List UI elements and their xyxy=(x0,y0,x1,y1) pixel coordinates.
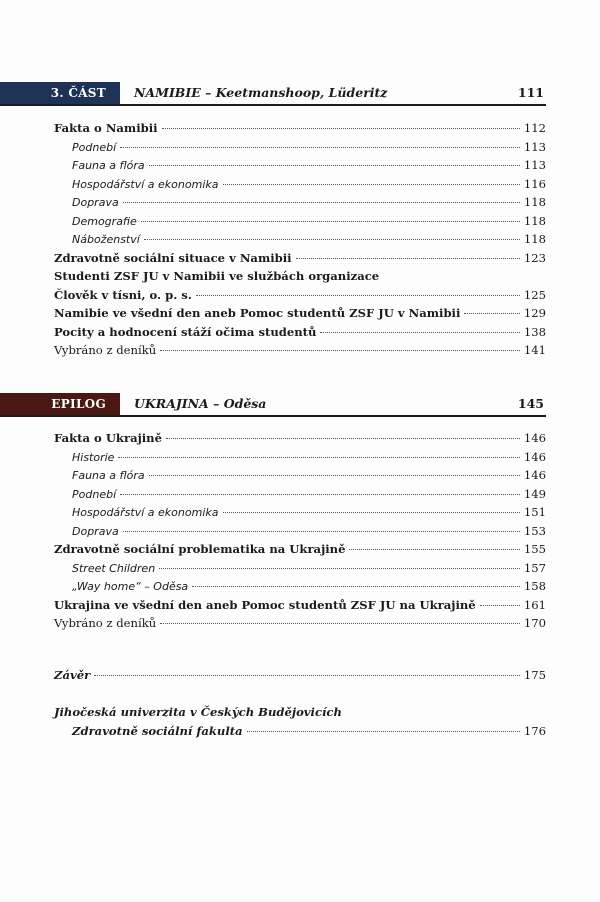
toc-entry-page: 118 xyxy=(523,195,546,209)
toc-entry-label: Vybráno z deníků xyxy=(54,616,157,630)
toc-entry-page: 118 xyxy=(523,232,546,246)
leader-dots xyxy=(247,731,520,732)
toc-entry-page: 146 xyxy=(523,449,546,464)
toc-entry[interactable] xyxy=(54,232,546,251)
leader-dots xyxy=(149,475,520,476)
leader-dots xyxy=(94,675,520,676)
toc-entry-page: 157 xyxy=(523,560,546,575)
leader-dots xyxy=(160,623,520,624)
toc-entry-label: Zdravotně sociální problematika na Ukrajině xyxy=(54,542,346,556)
toc-entry[interactable] xyxy=(54,251,546,270)
toc-entry-page: 141 xyxy=(523,343,546,357)
part3-page: 111 xyxy=(517,85,544,100)
toc-entry-page: 155 xyxy=(523,542,546,556)
part3-label: 3. ČÁST xyxy=(0,82,120,104)
epilog-page: 145 xyxy=(517,396,544,411)
leader-dots xyxy=(118,457,519,458)
toc-entry[interactable] xyxy=(54,598,546,617)
toc-entry[interactable] xyxy=(54,140,546,159)
toc-entry[interactable] xyxy=(54,431,546,450)
toc-entry[interactable] xyxy=(54,306,546,325)
toc-entry-label: Člověk v tísni, o. p. s. xyxy=(54,287,192,302)
leader-dots xyxy=(123,202,520,203)
toc-entry-label: Podnebí xyxy=(72,140,117,154)
leader-dots xyxy=(144,239,520,240)
leader-dots xyxy=(320,332,519,333)
toc-entry[interactable] xyxy=(54,468,546,487)
toc-entry-label: Fakta o Namibii xyxy=(54,121,158,135)
toc-entry-page: 151 xyxy=(523,505,546,519)
leader-dots xyxy=(196,295,520,296)
toc-entry-label: Namibie ve všední den aneb Pomoc studentů ZSF JU v Namibii xyxy=(54,306,461,320)
toc-entry-page: 158 xyxy=(523,579,546,593)
leader-dots xyxy=(120,147,520,148)
toc-entry-label: Street Children xyxy=(72,561,156,575)
toc-entry-page: 113 xyxy=(523,139,546,154)
toc-entry-faculty[interactable] xyxy=(54,724,546,743)
toc-entry[interactable] xyxy=(54,158,546,177)
epilog-label: EPILOG xyxy=(0,393,120,415)
toc-entry-page: 153 xyxy=(523,523,546,538)
leader-dots xyxy=(192,586,520,587)
toc-entry[interactable] xyxy=(54,343,546,362)
toc-entry-label: Podnebí xyxy=(72,487,117,501)
toc-entry[interactable] xyxy=(54,524,546,543)
toc-entry-label: Demografie xyxy=(72,214,137,228)
toc-entry-page: 118 xyxy=(523,213,546,228)
toc-entry[interactable] xyxy=(54,288,546,307)
toc-entry-page: 112 xyxy=(523,121,546,135)
toc-entry-label: Hospodářství a ekonomika xyxy=(72,506,219,519)
toc-entry-label: Doprava xyxy=(72,196,119,209)
toc-entry[interactable] xyxy=(54,177,546,196)
toc-entry-page: 113 xyxy=(523,158,546,172)
toc-entry-label: Vybráno z deníků xyxy=(54,343,157,357)
toc-entry[interactable] xyxy=(54,325,546,344)
toc-entry[interactable] xyxy=(54,505,546,524)
leader-dots xyxy=(166,438,520,439)
toc-entry-page: 125 xyxy=(523,287,546,302)
toc-entry-label: Hospodářství a ekonomika xyxy=(72,177,219,191)
toc-entry-page: 146 xyxy=(523,468,546,482)
toc-entry-label: Závěr xyxy=(54,668,91,682)
leader-dots xyxy=(160,350,520,351)
epilog-header xyxy=(0,393,546,417)
toc-entry-label: Historie xyxy=(72,450,115,464)
toc-entry-label: Fauna a flóra xyxy=(72,159,145,172)
toc-entry-label: Jihočeská univerzita v Českých Budějovicích xyxy=(54,705,342,719)
toc-entry-page: 138 xyxy=(523,324,546,339)
toc-entry-page: 175 xyxy=(523,668,546,682)
part3-toc-list xyxy=(54,121,546,362)
toc-entry-page: 170 xyxy=(523,616,546,630)
toc-entry[interactable] xyxy=(54,579,546,598)
toc-entry[interactable] xyxy=(54,121,546,140)
toc-entry[interactable] xyxy=(54,561,546,580)
toc-entry-page: 116 xyxy=(523,176,546,191)
leader-dots xyxy=(223,512,520,513)
toc-entry-label: Pocity a hodnocení stáží očima studentů xyxy=(54,324,317,339)
part3-header xyxy=(0,82,546,106)
leader-dots xyxy=(120,494,520,495)
faculty-toc-list xyxy=(54,705,546,742)
toc-entry-label: Fauna a flóra xyxy=(72,469,145,482)
leader-dots xyxy=(123,531,520,532)
leader-dots xyxy=(464,313,519,314)
leader-dots xyxy=(223,184,520,185)
leader-dots xyxy=(159,568,520,569)
toc-entry[interactable] xyxy=(54,269,546,288)
toc-entry-label: Zdravotně sociální situace v Namibii xyxy=(54,250,292,265)
toc-entry-university[interactable] xyxy=(54,705,546,724)
toc-entry-page: 161 xyxy=(523,597,546,612)
toc-entry[interactable] xyxy=(54,616,546,635)
toc-entry-page: 176 xyxy=(523,723,546,738)
closing-toc-list xyxy=(54,668,546,687)
leader-dots xyxy=(141,221,520,222)
part3-title: NAMIBIE – Keetmanshoop, Lüderitz xyxy=(134,85,388,100)
toc-entry-page: 123 xyxy=(523,250,546,265)
toc-entry-label: Fakta o Ukrajině xyxy=(54,431,162,445)
toc-entry-label: „Way home“ – Oděsa xyxy=(72,580,189,593)
toc-entry-conclusion[interactable] xyxy=(54,668,546,687)
toc-entry-label: Doprava xyxy=(72,524,119,538)
leader-dots xyxy=(480,605,520,606)
toc-entry[interactable] xyxy=(54,214,546,233)
toc-entry-label: Náboženství xyxy=(72,233,140,246)
toc-entry-label: Zdravotně sociální fakulta xyxy=(72,723,243,738)
toc-entry[interactable] xyxy=(54,542,546,561)
toc-entry[interactable] xyxy=(54,195,546,214)
toc-entry-label: Ukrajina ve všední den aneb Pomoc studentů ZSF JU na Ukrajině xyxy=(54,597,476,612)
toc-entry-page: 149 xyxy=(523,486,546,501)
toc-entry-label: Studenti ZSF JU v Namibii ve službách organizace xyxy=(54,269,380,283)
toc-entry[interactable] xyxy=(54,450,546,469)
epilog-title: UKRAJINA – Oděsa xyxy=(134,396,267,411)
leader-dots xyxy=(349,549,519,550)
leader-dots xyxy=(149,165,520,166)
toc-entry-page: 129 xyxy=(523,306,546,320)
toc-entry[interactable] xyxy=(54,487,546,506)
leader-dots xyxy=(162,128,520,129)
leader-dots xyxy=(296,258,520,259)
epilog-toc-list xyxy=(54,431,546,635)
toc-entry-page: 146 xyxy=(523,431,546,445)
